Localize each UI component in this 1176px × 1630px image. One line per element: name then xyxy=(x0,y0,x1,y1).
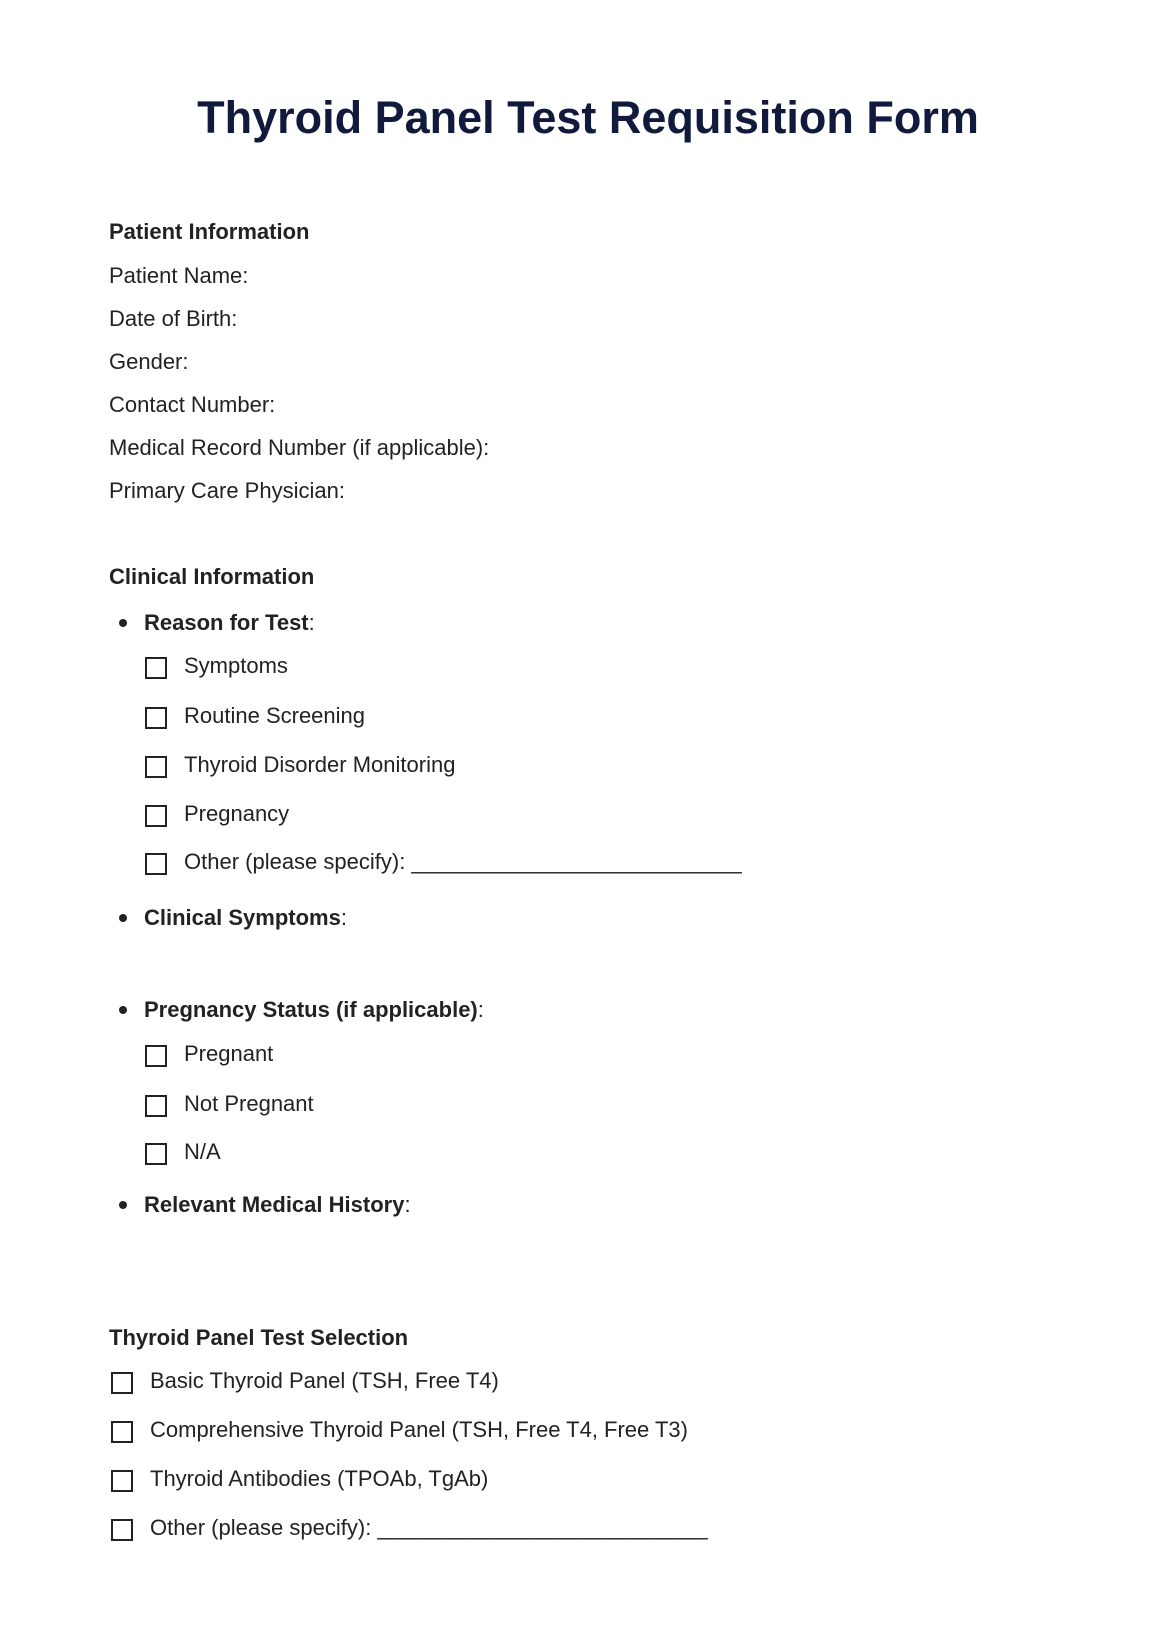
reason-option-thyroid-disorder-monitoring[interactable] xyxy=(145,752,845,782)
test-option-thyroid-antibodies[interactable] xyxy=(111,1466,871,1496)
medical-record-number-field[interactable]: Medical Record Number (if applicable): xyxy=(109,435,490,460)
clinical-symptoms-item xyxy=(144,905,347,931)
pregnancy-option-pregnant[interactable] xyxy=(145,1041,845,1071)
reason-for-test-label: Reason for Test xyxy=(144,610,309,635)
checkbox-label: Not Pregnant xyxy=(184,1091,314,1116)
checkbox-label: Basic Thyroid Panel (TSH, Free T4) xyxy=(150,1368,499,1393)
checkbox-label: Comprehensive Thyroid Panel (TSH, Free T4, Free T3) xyxy=(150,1417,688,1442)
relevant-medical-history-item xyxy=(144,1192,411,1218)
primary-care-physician-field[interactable]: Primary Care Physician: xyxy=(109,478,345,503)
reason-option-symptoms[interactable] xyxy=(145,653,845,683)
pregnancy-status-item xyxy=(144,997,484,1023)
clinical-info-heading: Clinical Information xyxy=(109,564,315,589)
checkbox-label: Symptoms xyxy=(184,653,288,678)
colon: : xyxy=(404,1192,411,1217)
checkbox-label: Other (please specify): ___________________________ xyxy=(150,1515,708,1540)
checkbox[interactable] xyxy=(145,1045,167,1067)
pregnancy-status-label: Pregnancy Status (if applicable) xyxy=(144,997,478,1022)
checkbox-label: Thyroid Disorder Monitoring xyxy=(184,752,456,777)
reason-option-other[interactable] xyxy=(145,849,845,879)
checkbox[interactable] xyxy=(145,1095,167,1117)
checkbox[interactable] xyxy=(145,853,167,875)
checkbox-label: Thyroid Antibodies (TPOAb, TgAb) xyxy=(150,1466,489,1491)
clinical-symptoms-label: Clinical Symptoms xyxy=(144,905,341,930)
checkbox-label: Other (please specify): ___________________________ xyxy=(184,849,742,874)
checkbox-label: Pregnancy xyxy=(184,801,290,826)
checkbox[interactable] xyxy=(111,1372,133,1394)
checkbox-label: N/A xyxy=(184,1139,221,1164)
checkbox[interactable] xyxy=(145,657,167,679)
bullet-icon xyxy=(119,914,127,922)
date-of-birth-field[interactable]: Date of Birth: xyxy=(109,306,238,331)
contact-number-field[interactable]: Contact Number: xyxy=(109,392,276,417)
reason-option-routine-screening[interactable] xyxy=(145,703,845,733)
colon: : xyxy=(477,997,484,1022)
checkbox[interactable] xyxy=(111,1421,133,1443)
pregnancy-option-na[interactable] xyxy=(145,1139,845,1169)
patient-info-heading: Patient Information xyxy=(109,219,310,244)
test-option-basic-panel[interactable] xyxy=(111,1368,871,1398)
reason-for-test-item xyxy=(144,610,315,636)
test-option-comprehensive-panel[interactable] xyxy=(111,1417,871,1447)
bullet-icon xyxy=(119,619,127,627)
page-title: Thyroid Panel Test Requisition Form xyxy=(197,92,979,143)
checkbox[interactable] xyxy=(145,805,167,827)
patient-name-field[interactable]: Patient Name: xyxy=(109,263,249,288)
checkbox[interactable] xyxy=(111,1470,133,1492)
reason-option-pregnancy[interactable] xyxy=(145,801,845,831)
bullet-icon xyxy=(119,1006,127,1014)
gender-field[interactable]: Gender: xyxy=(109,349,189,374)
checkbox-label: Routine Screening xyxy=(184,703,366,728)
checkbox[interactable] xyxy=(145,756,167,778)
checkbox[interactable] xyxy=(145,707,167,729)
relevant-medical-history-label: Relevant Medical History xyxy=(144,1192,405,1217)
checkbox[interactable] xyxy=(111,1519,133,1541)
colon: : xyxy=(340,905,347,930)
test-option-other[interactable] xyxy=(111,1515,871,1545)
test-selection-heading: Thyroid Panel Test Selection xyxy=(109,1325,409,1350)
pregnancy-option-not-pregnant[interactable] xyxy=(145,1091,845,1121)
checkbox-label: Pregnant xyxy=(184,1041,274,1066)
colon: : xyxy=(308,610,315,635)
checkbox[interactable] xyxy=(145,1143,167,1165)
bullet-icon xyxy=(119,1201,127,1209)
